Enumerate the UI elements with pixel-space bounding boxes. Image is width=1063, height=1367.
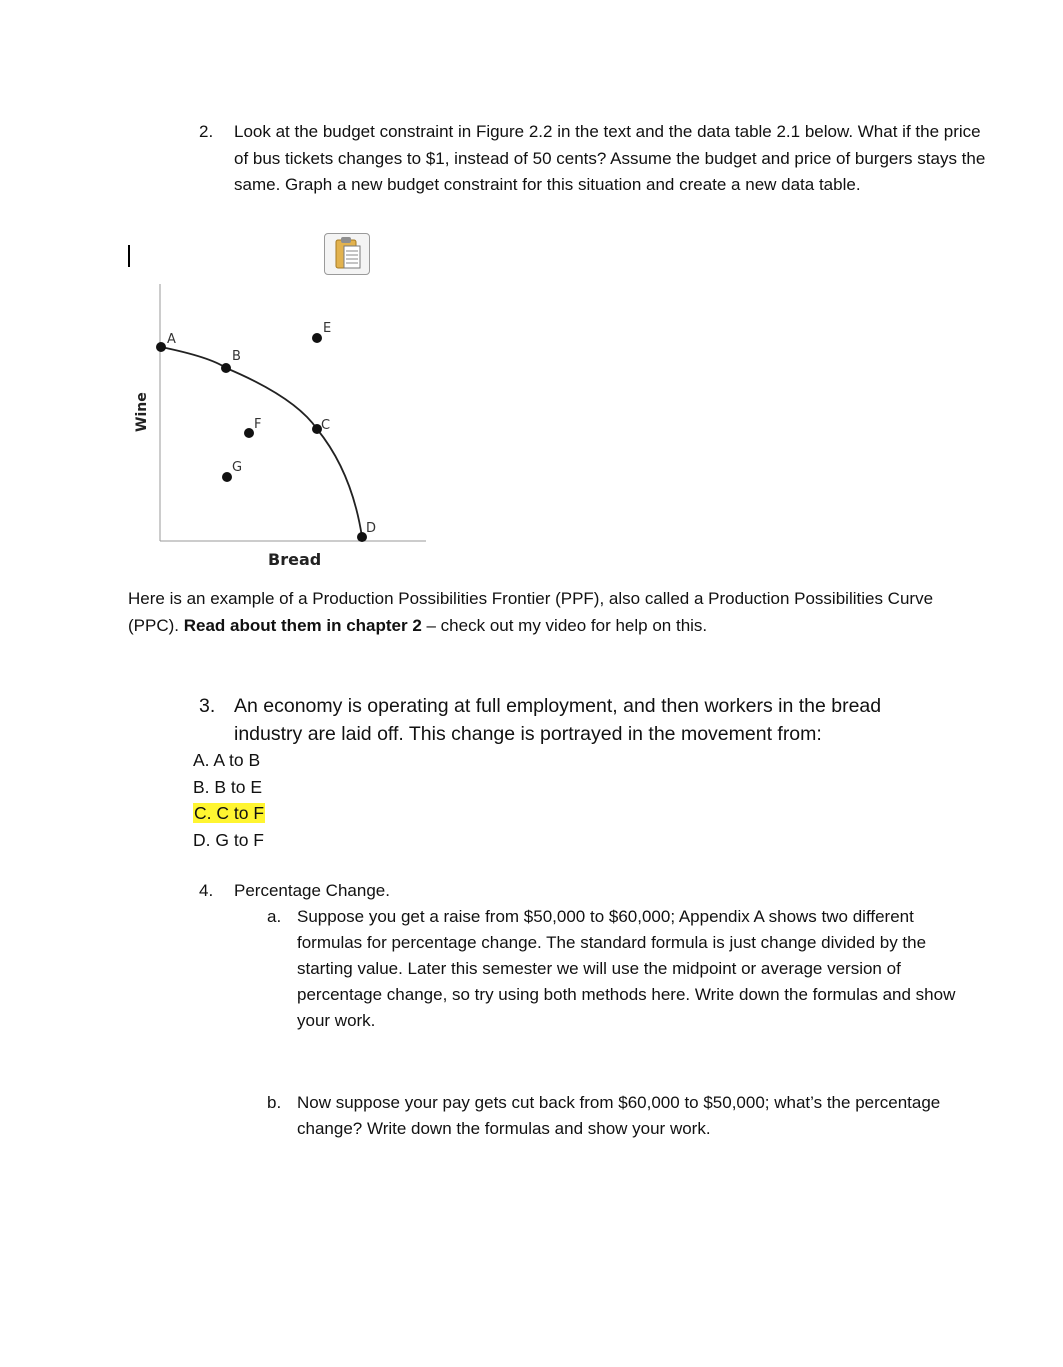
clipboard-icon <box>325 234 369 274</box>
point-f-label: F <box>254 417 262 432</box>
point-c-label: C <box>321 418 331 433</box>
option-c-highlighted: C. C to F <box>194 803 265 823</box>
question-4-title: Percentage Change. <box>234 881 390 900</box>
x-axis-label: Bread <box>268 550 322 569</box>
point-d-label: D <box>366 521 377 536</box>
question-2-number: 2. <box>199 122 214 141</box>
ppf-note-bold: Read about them in chapter 2 <box>183 615 422 635</box>
point-b <box>221 363 231 373</box>
point-f <box>244 428 254 438</box>
paste-options-button[interactable] <box>324 233 370 275</box>
question-4b-letter: b. <box>267 1093 282 1112</box>
question-2-text: Look at the budget constraint in Figure 2.2 in the text and the data table 2.1 below. What if the price of bus tickets changes to $1, instead of 50 cents? Assume the budget and price of burgers stays the same. Graph a new budget constraint for this situation and create a new data table. <box>234 122 986 194</box>
ppf-note-text: Here is an example of a Production Possibilities Frontier (PPF), also called a Production Possibilities Curve (PPC). <box>128 589 934 635</box>
question-4a-text: Suppose you get a raise from $50,000 to $60,000; Appendix A shows two different formulas for percentage change. The standard formula is just change divided by the starting value. Later this semester we will use the midpoint or average version of percentage change, so try using both methods here. Write down the formulas and show your work. <box>297 907 956 1030</box>
question-3-text: An economy is operating at full employment, and then workers in the bread industry are laid off. This change is portrayed in the movement from: <box>234 695 882 745</box>
option-b: B. B to E <box>193 776 263 797</box>
question-3-number: 3. <box>199 695 216 717</box>
y-axis-label: Wine <box>134 392 150 432</box>
ppf-note-tail: – check out my video for help on this. <box>421 615 708 635</box>
text-cursor <box>128 245 130 267</box>
option-d: D. G to F <box>193 829 264 850</box>
point-e-label: E <box>323 321 332 336</box>
point-e <box>312 333 322 343</box>
option-a: A. A to B <box>193 750 261 770</box>
option-c <box>193 800 265 827</box>
ppf-diagram <box>120 282 440 582</box>
question-4b-text: Now suppose your pay gets cut back from $60,000 to $50,000; what’s the percentage change? Write down the formulas and show your work. <box>297 1093 941 1138</box>
question-3-options <box>193 747 265 853</box>
point-g <box>222 472 232 482</box>
ppf-note-paragraph <box>128 586 948 639</box>
question-4-number: 4. <box>199 881 214 900</box>
point-a <box>156 342 166 352</box>
point-g-label: G <box>232 460 243 475</box>
ppf-curve <box>161 347 362 537</box>
point-a-label: A <box>167 332 176 347</box>
question-4a-letter: a. <box>267 907 282 926</box>
point-b-label: B <box>232 349 241 364</box>
